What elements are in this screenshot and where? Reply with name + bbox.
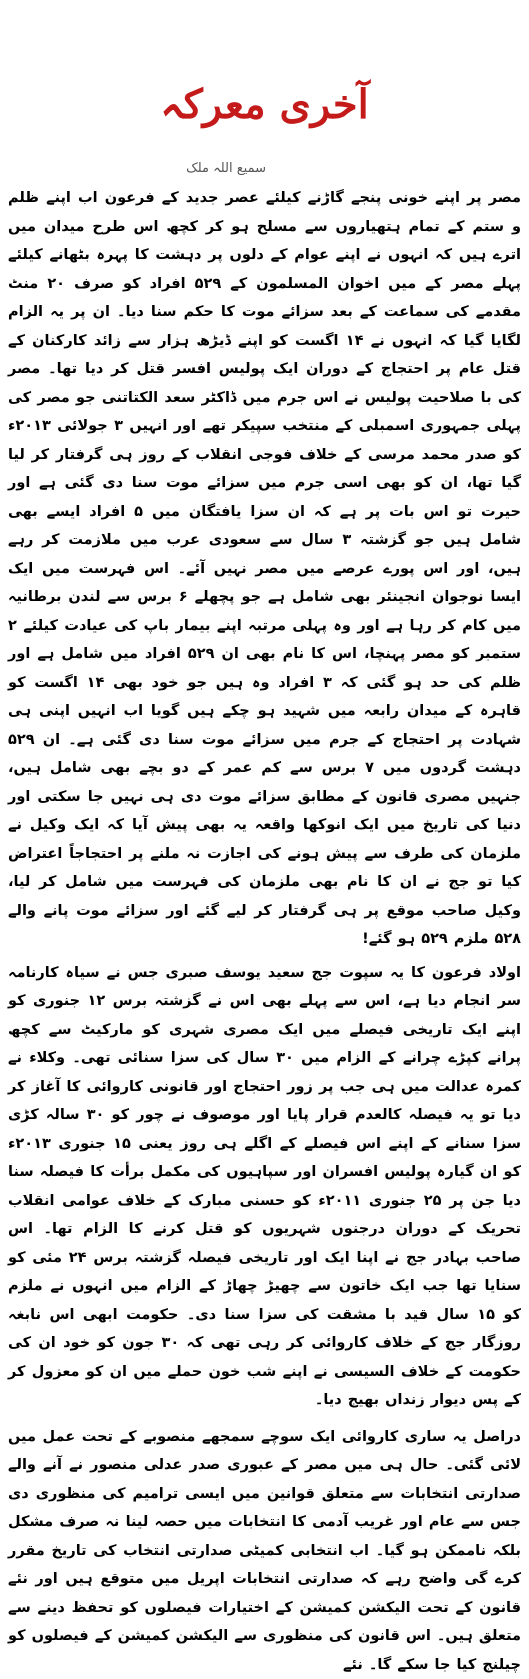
article-title: آخری معرکہ [8, 0, 521, 158]
article-paragraph: اولاد فرعون کا یہ سپوت جج سعید یوسف صبری جس نے سیاہ کارنامہ سر انجام دیا ہے، اس سے پہلے بھی اس نے گزشتہ برس ۱۲ جنوری کو اپنے ایک تاریخی فیصلے میں ایک مصری شہری کو مارکیٹ سے کچھ پرانے کپڑے چرانے کے الزام میں ۳۰ سال کی سزا سنائی تھی۔ وکلاء نے کمرہ عدالت میں ہی جب پر زور احتجاج اور قانونی کاروائی کا آغاز کر دیا تو یہ فیصلہ کالعدم قرار پایا اور موصوف نے چور کو ۳۰ سالہ کڑی سزا سنانے کے اپنے اس فیصلے کے اگلے ہی روز یعنی ۱۵ جنوری ۲۰۱۳ء کو ان گیارہ پولیس افسران اور سپاہیوں کی مکمل برأت کا فیصلہ سنا دیا جن پر ۲۵ جنوری ۲۰۱۱ء کو حسنی مبارک کے خلاف عوامی انقلاب تحریک کے دوران درجنوں شہریوں کو قتل کرنے کا الزام تھا۔ اس صاحب بہادر جج نے اپنا ایک اور تاریخی فیصلہ گزشتہ برس ۲۴ مئی کو سنایا تھا جب ایک خاتون سے چھیڑ چھاڑ کے الزام میں انہوں نے ملزم کو ۱۵ سال قید با مشقت کی سزا سنا دی۔ حکومت ابھی اس نابغہ روزگار جج کے خلاف کاروائی کر رہی تھی کہ ۳۰ جون کو خود ان کی حکومت کے خلاف السیسی نے اپنے شب خون حملے میں ان کو معزول کر کے پس دیوار زنداں بھیج دیا۔ [8, 959, 521, 1415]
article-paragraph: مصر پر اپنے خونی پنجے گاڑنے کیلئے عصر جدید کے فرعون اب اپنے ظلم و ستم کے تمام ہتھیاروں سے مسلح ہو کر کچھ اس طرح میدان میں اترے ہیں کہ انہوں نے اپنے عوام کے دلوں پر دہشت کا پہرہ بٹھانے کیلئے پہلے مصر کے میں اخوان المسلمون کے ۵۲۹ افراد کو صرف ۲۰ منٹ مقدمے کی سماعت کے بعد سزائے موت کا حکم سنا دیا۔ ان پر یہ الزام لگایا گیا کہ انہوں نے ۱۴ اگست کو اپنے ڈیڑھ ہزار سے زائد کارکنان کے قتل عام پر احتجاج کے دوران ایک پولیس افسر قتل کر دیا تھا۔ مصر کی با صلاحیت پولیس نے اس جرم میں ڈاکٹر سعد الکتاتنی جو مصر کی پہلی جمہوری اسمبلی کے منتخب سپیکر تھے اور انہیں ۳ جولائی ۲۰۱۳ء کو صدر محمد مرسی کے خلاف فوجی انقلاب کے روز ہی گرفتار کر لیا گیا تھا، ان کو بھی اسی جرم میں سزائے موت سنا دی گئی ہے اور حیرت تو اس بات پر ہے کہ ان سزا یافتگان میں ۵ افراد ایسے بھی شامل ہیں جو گزشتہ ۳ سال سے سعودی عرب میں ملازمت کر رہے ہیں، اور اس پورے عرصے میں مصر نہیں آئے۔ اس فہرست میں ایک ایسا نوجوان انجینئر بھی شامل ہے جو پچھلے ۶ برس سے لندن برطانیہ میں کام کر رہا ہے اور وہ پہلی مرتبہ اپنے بیمار باپ کی عیادت کیلئے ۲ ستمبر کو مصر پہنچا، اس کا نام بھی ان ۵۲۹ افراد میں شامل ہے اور ظلم کی حد ہو گئی کہ ۳ افراد وہ ہیں جو خود بھی ۱۴ اگست کو قاہرہ کے میدان رابعہ میں شہید ہو چکے ہیں گویا اب انہیں اپنی ہی شہادت پر احتجاج کے جرم میں سزائے موت سنا دی گئی ہے۔ ان ۵۲۹ دہشت گردوں میں ۷ برس سے کم عمر کے دو بچے بھی شامل ہیں، جنہیں مصری قانون کے مطابق سزائے موت دی ہی نہیں جا سکتی اور دنیا کی تاریخ میں ایک انوکھا واقعہ یہ بھی پیش آیا کہ ایک وکیل نے ملزمان کی طرف سے پیش ہونے کی اجازت نہ ملنے پر احتجاجاً اعتراض کیا تو جج نے ان کا نام بھی ملزمان کی فہرست میں شامل کر لیا، وکیل صاحب موقع پر ہی گرفتار کر لیے گئے اور سزائے موت پانے والے ۵۲۸ ملزم ۵۲۹ ہو گئے! [8, 184, 521, 954]
author-name: سمیع اللہ ملک [8, 158, 521, 180]
article-paragraph: دراصل یہ ساری کاروائی ایک سوچے سمجھے منصوبے کے تحت عمل میں لائی گئی۔ حال ہی میں مصر کے عبوری صدر عدلی منصور نے آنے والے صدارتی انتخابات سے متعلق قوانین میں ایسی ترامیم کی منظوری دی جس سے عام اور غریب آدمی کا انتخابات میں حصہ لینا نہ صرف مشکل بلکہ ناممکن ہو گیا۔ اب انتخابی کمیٹی صدارتی انتخاب کی تاریخ مقرر کرے گی واضح رہے کہ صدارتی انتخابات اپریل میں متوقع ہیں اور نئے قانون کے تحت الیکشن کمیشن کے اختیارات فیصلوں کو تحفظ دینے سے متعلق ہیں۔ اس قانون کی منظوری سے الیکشن کمیشن کے فیصلوں کو چیلنج کیا جا سکے گا۔ نئے [8, 1423, 521, 1679]
